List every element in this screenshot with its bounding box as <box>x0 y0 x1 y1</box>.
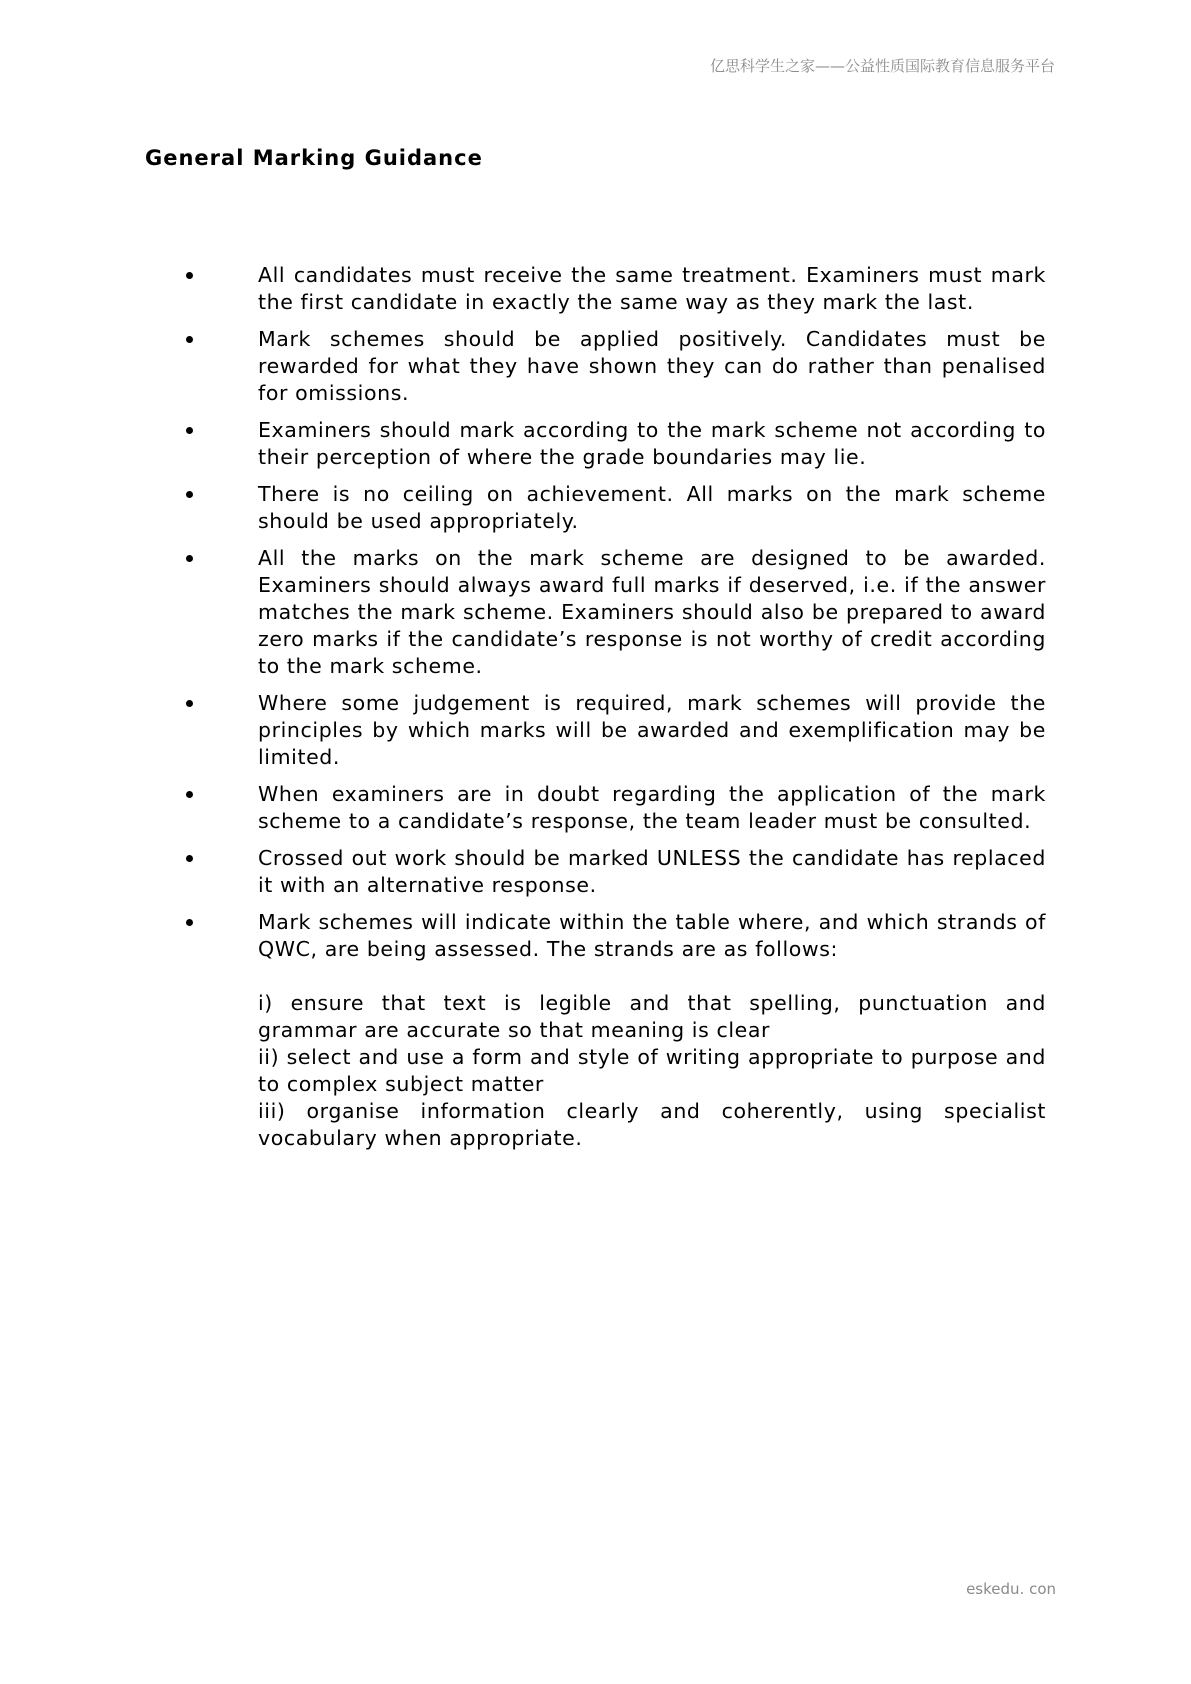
list-item <box>180 417 1046 471</box>
strand-iii-text: iii) organise information clearly and coherently, using specialist vocabulary when appropriate. <box>258 1099 1046 1150</box>
list-item <box>180 326 1046 407</box>
bullet-icon <box>186 555 193 562</box>
bullet-icon <box>186 427 193 434</box>
strand-ii-text: ii) select and use a form and style of writing appropriate to purpose and to complex subject matter <box>258 1045 1046 1096</box>
page-title: General Marking Guidance <box>145 146 483 170</box>
list-item <box>180 690 1046 771</box>
list-item <box>180 545 1046 680</box>
bullet-text: Crossed out work should be marked UNLESS the candidate has replaced it with an alternative response. <box>258 846 1046 897</box>
qwc-strands <box>258 990 1046 1152</box>
header-watermark-text: 亿思科学生之家——公益性质国际教育信息服务平台 <box>709 57 1055 75</box>
bullet-text: When examiners are in doubt regarding the application of the mark scheme to a candidate’s response, the team leader must be consulted. <box>258 782 1046 833</box>
bullet-icon <box>186 491 193 498</box>
bullet-icon <box>186 272 193 279</box>
bullet-icon <box>186 336 193 343</box>
list-item <box>180 781 1046 835</box>
list-item <box>180 845 1046 899</box>
bullet-text: All the marks on the mark scheme are designed to be awarded. Examiners should always award full marks if deserved, i.e. if the answer matches the mark scheme. Examiners should also be prepared to award zero marks if the candidate’s response is not worthy of credit according to the mark scheme. <box>258 546 1046 678</box>
bullet-icon <box>186 791 193 798</box>
bullet-text: All candidates must receive the same treatment. Examiners must mark the first candidate in exactly the same way as they mark the last. <box>258 263 1046 314</box>
list-item <box>180 909 1046 1152</box>
bullet-icon <box>186 919 193 926</box>
bullet-text: Where some judgement is required, mark schemes will provide the principles by which marks will be awarded and exemplification may be limited. <box>258 691 1046 769</box>
bullet-text: There is no ceiling on achievement. All marks on the mark scheme should be used appropriately. <box>258 482 1046 533</box>
list-item <box>180 481 1046 535</box>
guidance-bullet-list <box>180 262 1046 1162</box>
footer-watermark-text: eskedu. con <box>966 1580 1056 1598</box>
bullet-icon <box>186 855 193 862</box>
bullet-text: Mark schemes should be applied positively. Candidates must be rewarded for what they have shown they can do rather than penalised for omissions. <box>258 327 1046 405</box>
bullet-text: Examiners should mark according to the mark scheme not according to their perception of where the grade boundaries may lie. <box>258 418 1046 469</box>
bullet-text: Mark schemes will indicate within the table where, and which strands of QWC, are being assessed. The strands are as follows: <box>258 910 1046 961</box>
strand-i-text: i) ensure that text is legible and that spelling, punctuation and grammar are accurate so that meaning is clear <box>258 991 1046 1042</box>
list-item <box>180 262 1046 316</box>
bullet-icon <box>186 700 193 707</box>
